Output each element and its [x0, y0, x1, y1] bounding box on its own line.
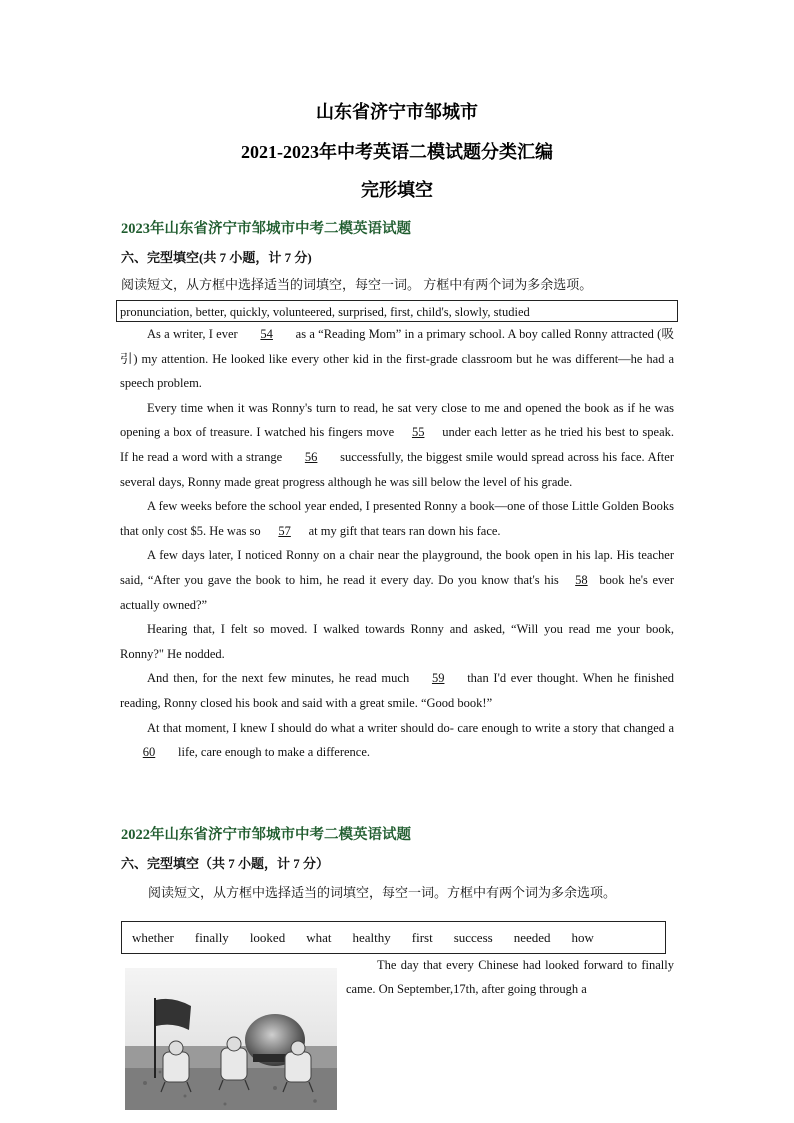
blank-59[interactable]: 59	[431, 671, 445, 686]
passage-paragraph: Hearing that, I felt so moved. I walked towards Ronny and asked, “Will you read me your book, Ronny?" He nodded.	[120, 622, 674, 661]
passage-text: Every time when it was Ronny's turn to read, he sat very close to me and opened the book as if he was opening a box of treasure. I watched his fingers move	[120, 400, 674, 440]
passage-text: as a “Reading Mom” in a primary school. A boy called Ronny attracted (吸引) my attention. He looked like every other kid in the first-grade classroom but he was different—he had a speech problem.	[120, 327, 674, 391]
blank-58[interactable]: 58	[575, 572, 588, 587]
passage-text: A few days later, I noticed Ronny on a chair near the playground, the book open in his lap. His teacher said, “After you gave the book to him, he read it every day. Do you know that's his	[120, 548, 674, 587]
word-bank-item: healthy	[352, 929, 391, 945]
passage-text: A few weeks before the school year ended, I presented Ronny a book—one of those Little Golden Books that only cost $5. He was so	[120, 499, 674, 538]
passage-paragraph	[120, 396, 674, 494]
passage-text: As a writer, I ever	[147, 327, 238, 341]
doc-title-region: 山东省济宁市邹城市	[316, 102, 478, 122]
blank-60[interactable]: 60	[142, 745, 156, 760]
blank-57[interactable]: 57	[278, 523, 291, 538]
word-bank-item: finally	[194, 929, 229, 945]
passage-paragraph: The day that every Chinese had looked forward to finally came. On September,17th, after going through a	[346, 958, 674, 996]
section-2022-heading: 2022年山东省济宁市邹城市中考二模英语试题	[121, 827, 411, 843]
passage-text: book he's ever actually owned?”	[120, 572, 674, 612]
word-bank-item: needed	[513, 929, 551, 945]
passage-paragraph	[120, 716, 674, 765]
blank-55[interactable]: 55	[411, 425, 425, 440]
doc-title-collection: 2021-2023年中考英语二模试题分类汇编	[241, 142, 553, 162]
passage-paragraph	[120, 666, 674, 715]
section-2023-word-bank: pronunciation, better, quickly, volunteered, surprised, first, child's, slowly, studied	[116, 300, 678, 322]
word-bank-item: success	[453, 929, 493, 945]
astronauts-landing-photo-icon	[125, 968, 337, 1110]
word-bank-item: first	[411, 929, 433, 945]
word-bank-item: what	[306, 929, 332, 945]
passage-text: successfully, the biggest smile would spread across his face. After several days, Ronny made great progress although he was sill below the level of his grade.	[120, 449, 674, 489]
section-2023-instruction: 阅读短文，从方框中选择适当的词填空，每空一词。 方框中有两个词为多余选项。	[121, 277, 593, 292]
passage-text: than I'd ever thought. When he finished reading, Ronny closed his book and said with a great smile. “Good book!”	[120, 671, 674, 710]
passage-paragraph	[120, 322, 674, 396]
passage-text: life, care enough to make a difference.	[178, 745, 371, 760]
doc-title-topic: 完形填空	[361, 180, 433, 200]
passage-paragraph	[120, 494, 674, 543]
section-2023-part-title: 六、完型填空(共 7 小题，计 7 分)	[121, 250, 312, 265]
section-2022-instruction: 阅读短文，从方框中选择适当的词填空，每空一词。方框中有两个词为多余选项。	[148, 885, 617, 900]
section-2023-passage	[120, 322, 674, 765]
passage-text: At that moment, I knew I should do what a writer should do- care enough to write a story that changed a	[147, 720, 674, 735]
word-bank-item: looked	[249, 929, 286, 945]
blank-54[interactable]: 54	[260, 327, 273, 341]
section-2022-word-bank	[121, 921, 666, 954]
section-2022-passage	[346, 953, 674, 1001]
blank-56[interactable]: 56	[304, 449, 318, 464]
passage-text: at my gift that tears ran down his face.	[308, 523, 501, 538]
passage-text: under each letter as he tried his best to speak. If he read a word with a strange	[120, 425, 675, 464]
section-2022-part-title: 六、完型填空（共 7 小题，计 7 分）	[121, 856, 330, 871]
passage-paragraph	[120, 543, 674, 617]
word-bank-item: whether	[132, 929, 174, 945]
passage-text: And then, for the next few minutes, he read much	[147, 671, 410, 686]
word-bank-item: how	[571, 929, 594, 945]
section-2023-heading: 2023年山东省济宁市邹城市中考二模英语试题	[121, 221, 411, 237]
